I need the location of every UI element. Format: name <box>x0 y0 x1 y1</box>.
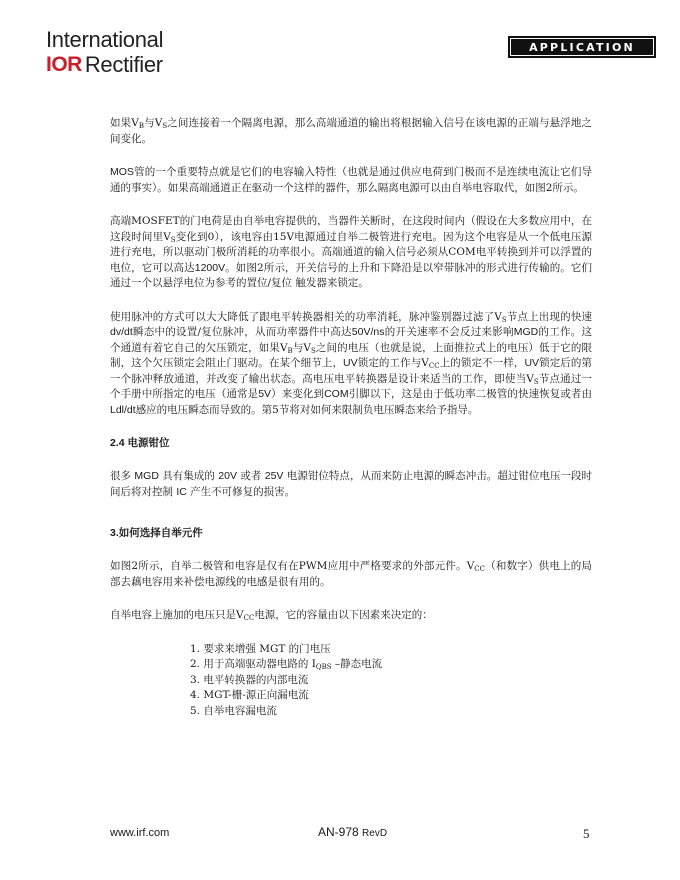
paragraph-pulse-level-shift: 使用脉冲的方式可以大大降低了跟电平转换器相关的功率消耗，脉冲鉴别器过滤了$V_S$节点上出现的快速dv/dt瞬态中的设置/复位脉冲，从而功率器件中高达50V/ns的开关速率不会反过来影响MGD的工作。这个通道有着它自己的欠压锁定，如果$V_B$与$V_S$之间的电压（也就是说，上面推拉式上的电压）低于它的限制，这个欠压锁定会阻止门驱动。在某个细节上，UV锁定的工作与$V_{CC}$上的锁定不一样，UV锁定后的第一个脉冲释放通道，并改变了输出状态。高电压电平转换器是设计来适当的工作，即使当$V_S$节点通过一个手册中所指定的电压（通常是5V）来变化到COM引脚以下，这是由于低功率二极管的快速恢复或者由Ldl/dt感应的电压瞬态而导致的。第5节将对如何来限制负电压瞬态来给予指导。 <box>110 310 593 416</box>
list-item: 5. 自举电容漏电流 <box>190 704 277 717</box>
list-item: 1. 要求来增强 MGT 的门电压 <box>190 642 331 655</box>
paragraph-isolated-supply: 如果$V_B$与$V_S$之间连接着一个隔离电源，那么高端通道的输出将根据输入信号在该电源的正端与悬浮地之间变化。 <box>110 117 592 145</box>
logo-bottom-row <box>46 53 186 77</box>
page-number: 5 <box>583 826 590 841</box>
logo-international-text: International <box>46 27 164 52</box>
section-heading-2-4: 2.4 电源钳位 <box>110 437 170 449</box>
document-body <box>110 116 592 719</box>
list-item: 3. 电平转换器的内部电流 <box>190 673 309 686</box>
section-heading-3: 3.如何选择自举元件 <box>110 527 203 539</box>
capacitor-factors-list <box>190 642 592 720</box>
paragraph-mos-capacitive-input: MOS管的一个重要特点就是它们的电容输入特性（也就是通过供应电荷到门极而不是连续电流让它们导通的事实）。如果高端通道正在驱动一个这样的器件，那么隔离电源可以由自举电容取代，如图2所示。 <box>110 166 592 194</box>
company-logo <box>46 28 186 78</box>
paragraph-bootstrap-components: 如图2所示，自举二极管和电容是仅有在PWM应用中严格要求的外部元件。$V_{CC}$（和数字）供电上的局部去藕电容用来补偿电源线的电感是很有用的。 <box>110 560 593 588</box>
paragraph-bootstrap-capacitor-voltage: 自举电容上施加的电压只是$V_{CC}$电源，它的容量由以下因素来决定的： <box>110 609 433 622</box>
paragraph-supply-clamp: 很多 MGD 具有集成的 20V 或者 25V 电源钳位特点，从而来防止电源的瞬态冲击。超过钳位电压一段时间后将对控制 IC 产生不可修复的损害。 <box>110 470 592 498</box>
footer-website: www.irf.com <box>110 827 170 839</box>
list-item: 2. 用于高端驱动器电路的 $I_{QBS}$ –静态电流 <box>190 658 383 671</box>
application-note-badge: APPLICATION NOTE <box>508 36 656 58</box>
paragraph-bootstrap-charge: 高端MOSFET的门电荷是由自举电容提供的，当器件关断时，在这段时间内（假设在大多数应用中，在这段时间里$V_S$变化到0），该电容由15V电源通过自举二极管进行充电。因为这个电容是从一个低电压源进行充电，所以驱动门极所消耗的功率很小。高端通道的输入信号必须从COM电平转换到并可以浮置的电位，它可以高达1200V。如图2所示，开关信号的上升和下降沿是以窄带脉冲的形式进行传输的。它们通过一个以悬浮电位为参考的置位/复位 触发器来锁定。 <box>110 215 592 289</box>
footer-document-id: AN-978 RevD <box>318 825 388 839</box>
list-item: 4. MGT-栅-源正向漏电流 <box>190 689 309 701</box>
logo-ior-mark: IOR <box>46 53 82 76</box>
logo-rectifier-text: Rectifier <box>84 52 163 77</box>
